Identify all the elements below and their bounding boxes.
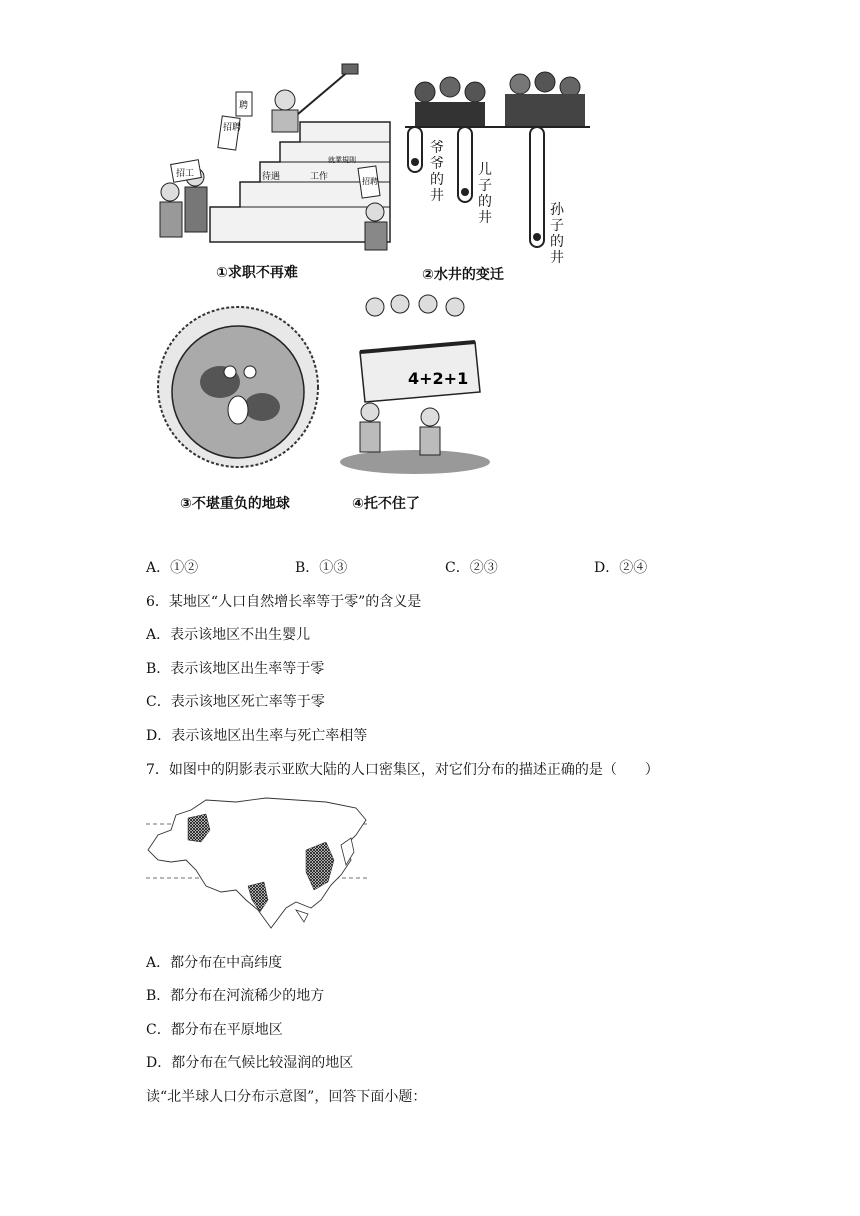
sign-label: 招聘 — [362, 177, 378, 186]
sign-label: 招聘 — [223, 123, 242, 133]
q7-stem: 7．如图中的阴影表示亚欧大陆的人口密集区，对它们分布的描述正确的是（ ） — [146, 762, 659, 778]
option-text: ①③ — [319, 560, 348, 576]
sign-label: 招工 — [176, 169, 195, 179]
option-letter: A． — [146, 560, 171, 576]
box-label: 4+2+1 — [408, 369, 469, 388]
sign-label: 就業規則 — [328, 156, 356, 164]
cartoon-job-hunting — [150, 62, 400, 282]
q6-stem: 6．某地区“人口自然增长率等于零”的含义是 — [146, 594, 422, 610]
q5-option-a — [146, 559, 198, 577]
q5-option-c — [445, 559, 498, 577]
option-letter: B． — [295, 560, 320, 576]
q6-option-c: C．表示该地区死亡率等于零 — [146, 694, 325, 710]
cartoon-caption: ③不堪重负的地球 — [180, 496, 290, 512]
stair-label: 待遇 — [262, 172, 281, 182]
q7-option-b: B．都分布在河流稀少的地方 — [146, 988, 325, 1004]
sign-label: 聘 — [239, 101, 249, 111]
cartoon-caption: ④托不住了 — [352, 496, 420, 512]
cartoon-caption: ①求职不再难 — [216, 265, 298, 281]
well-label: 孙子的井 — [550, 202, 564, 266]
eurasia-population-map — [146, 790, 370, 932]
option-letter: D． — [594, 560, 620, 576]
option-letter: C． — [445, 560, 470, 576]
q6-option-b: B．表示该地区出生率等于零 — [146, 661, 325, 677]
job-hunting-illustration — [150, 62, 400, 252]
well-label: 爷爷的井 — [430, 140, 444, 204]
q7-option-a: A．都分布在中高纬度 — [146, 955, 283, 971]
q6-option-a: A．表示该地区不出生婴儿 — [146, 627, 311, 643]
section-intro: 读“北半球人口分布示意图”，回答下面小题： — [146, 1089, 427, 1105]
earth-illustration — [150, 292, 330, 482]
q5-option-b — [295, 559, 347, 577]
q5-option-d — [594, 559, 647, 577]
option-text: ②③ — [469, 560, 498, 576]
q6-option-d: D．表示该地区出生率与死亡率相等 — [146, 728, 368, 744]
family-burden-illustration — [330, 292, 500, 482]
cartoon-caption: ②水井的变迁 — [422, 267, 504, 283]
cartoon-overloaded-earth — [150, 292, 330, 517]
well-label: 儿子的井 — [478, 162, 492, 226]
option-text: ②④ — [619, 560, 648, 576]
cartoon-cannot-hold — [330, 292, 500, 517]
q7-option-c: C．都分布在平原地区 — [146, 1022, 283, 1038]
cartoon-well-changes — [400, 62, 600, 282]
eurasia-map-svg — [146, 790, 370, 932]
stair-label: 工作 — [310, 172, 329, 182]
q7-option-d: D．都分布在气候比较湿润的地区 — [146, 1055, 354, 1071]
option-text: ①② — [170, 560, 199, 576]
